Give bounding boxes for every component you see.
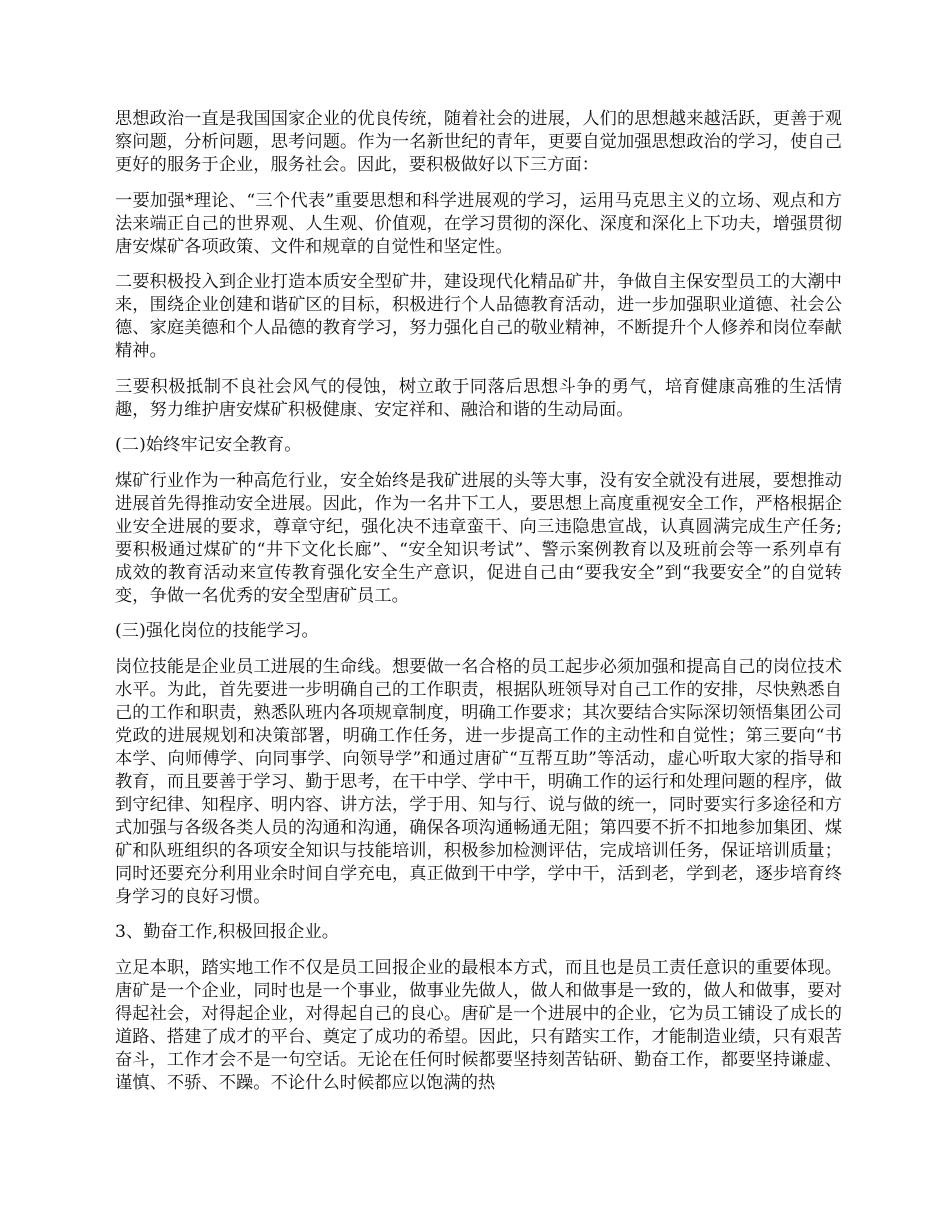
paragraph-skills: 岗位技能是企业员工进展的生命线。想要做一名合格的员工起步必须加强和提高自己的岗位技术水平。为此，首先要进一步明确自己的工作职责，根据队班领导对自己工作的安排，尽快熟悉自己的工作和职责，熟悉队班内各项规章制度，明确工作要求；其次要结合实际深切领悟集团公司党政的进展规划和决策部署，明确工作任务，进一步提高工作的主动性和自觉性；第三要向“书本学、向师傅学、向同事学、向领导学”和通过唐矿“互帮互助”等活动，虚心听取大家的指导和教育，而且要善于学习、勤于思考，在干中学、学中干，明确工作的运行和处理问题的程序，做到守纪律、知程序、明内容、讲方法，学于用、知与行、说与做的统一，同时要实行多途径和方式加强与各级各类人员的沟通和沟通，确保各项沟通畅通无阻；第四要不折不扣地参加集团、煤矿和队班组织的各项安全知识与技能培训，积极参加检测评估，完成培训任务，保证培训质量；同时还要充分利用业余时间自学充电，真正做到干中学，学中干，活到老，学到老，逐步培育终身学习的良好习惯。 — [115, 656, 842, 907]
document-page — [115, 108, 842, 1107]
section-heading-skills: (三)强化岗位的技能学习。 — [115, 621, 319, 641]
section-heading-safety: (二)始终牢记安全教育。 — [115, 435, 302, 455]
paragraph-point-three: 三要积极抵制不良社会风气的侵蚀，树立敢于同落后思想斗争的勇气，培育健康高雅的生活情趣，努力维护唐安煤矿积极健康、安定祥和、融洽和谐的生动局面。 — [115, 376, 842, 420]
paragraph-point-two: 二要积极投入到企业打造本质安全型矿井，建设现代化精品矿井，争做自主保安型员工的大潮中来，围绕企业创建和谐矿区的目标，积极进行个人品德教育活动，进一步加强职业道德、社会公德、家庭美德和个人品德的教育学习，努力强化自己的敬业精神，不断提升个人修养和岗位奉献精神。 — [115, 272, 842, 361]
paragraph-point-one: 一要加强*理论、“三个代表”重要思想和科学进展观的学习，运用马克思主义的立场、观点和方法来端正自己的世界观、人生观、价值观，在学习贯彻的深化、深度和深化上下功夫，增强贯彻唐安煤矿各项政策、文件和规章的自觉性和坚定性。 — [115, 190, 842, 257]
paragraph-intro: 思想政治一直是我国国家企业的优良传统，随着社会的进展，人们的思想越来越活跃，更善于观察问题，分析问题，思考问题。作为一名新世纪的青年，更要自觉加强思想政治的学习，使自己更好的服务于企业，服务社会。因此，要积极做好以下三方面： — [115, 109, 842, 175]
paragraph-work: 立足本职，踏实地工作不仅是员工回报企业的最根本方式，而且也是员工责任意识的重要体现。唐矿是一个企业，同时也是一个事业，做事业先做人，做人和做事是一致的，做人和做事，要对得起社会，对得起企业，对得起自己的良心。唐矿是一个进展中的企业，它为员工铺设了成长的道路、搭建了成才的平台、奠定了成功的希望。因此，只有踏实工作，才能制造业绩，只有艰苦奋斗，工作才会不是一句空话。无论在任何时候都要坚持刻苦钻研、勤奋工作，都要坚持谦虚、谨慎、不骄、不躁。不论什么时候都应以饱满的热 — [115, 957, 842, 1093]
section-heading-work: 3、勤奋工作,积极回报企业。 — [115, 922, 340, 942]
paragraph-safety: 煤矿行业作为一种高危行业，安全始终是我矿进展的头等大事，没有安全就没有进展，要想推动进展首先得推动安全进展。因此，作为一名井下工人，要思想上高度重视安全工作，严格根据企业安全进展的要求，尊章守纪，强化决不违章蛮干、向三违隐患宣战，认真圆满完成生产任务;要积极通过煤矿的“井下文化长廊”、“安全知识考试”、警示案例教育以及班前会等一系列卓有成效的教育活动来宣传教育强化安全生产意识，促进自己由“要我安全”到“我要安全”的自觉转变，争做一名优秀的安全型唐矿员工。 — [115, 470, 842, 606]
